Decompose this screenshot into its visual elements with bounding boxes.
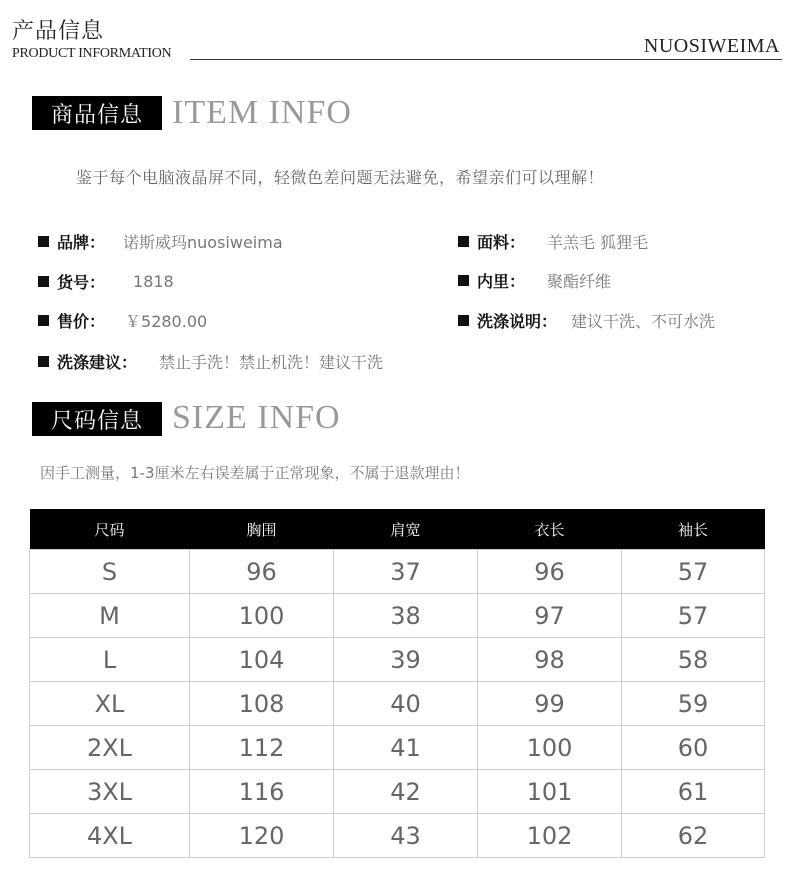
table-row [30,814,765,858]
attr-lining [458,269,611,292]
table-cell: 3XL [30,770,190,814]
size-table [29,509,765,858]
table-row [30,594,765,638]
brand-name: NUOSIWEIMA [643,35,780,57]
table-cell: 39 [334,638,478,682]
attr-value: ￥5280.00 [125,312,208,331]
bullet-square-icon [458,315,469,326]
header-title-cn: 产品信息 [12,19,105,44]
table-cell: 101 [478,770,622,814]
table-cell: 57 [622,550,765,594]
table-cell: 99 [478,682,622,726]
table-cell: 108 [190,682,334,726]
bullet-square-icon [458,236,469,247]
table-cell: 4XL [30,814,190,858]
table-cell: L [30,638,190,682]
attr-fabric [458,230,648,253]
size-info-title-en: SIZE INFO [172,399,341,436]
table-cell: 100 [478,726,622,770]
table-cell: 96 [478,550,622,594]
table-cell: 116 [190,770,334,814]
item-info-label: 商品信息 [32,96,162,130]
attr-value: 建议干洗、不可水洗 [571,312,716,331]
table-cell: 37 [334,550,478,594]
bullet-square-icon [458,275,469,286]
column-header: 袖长 [622,509,765,550]
attr-wash-instructions [458,309,715,332]
table-cell: 98 [478,638,622,682]
table-cell: 112 [190,726,334,770]
table-cell: 102 [478,814,622,858]
table-cell: 43 [334,814,478,858]
bullet-square-icon [38,356,49,367]
attr-key: 品牌： [57,233,106,252]
attr-value: 诺斯威玛nuosiweima [123,233,283,252]
table-cell: 2XL [30,726,190,770]
attr-value: 1818 [133,272,174,291]
table-cell: 120 [190,814,334,858]
table-cell: 59 [622,682,765,726]
bullet-square-icon [38,276,49,287]
color-disclaimer: 鉴于每个电脑液晶屏不同，轻微色差问题无法避免，希望亲们可以理解！ [76,168,605,187]
header-divider [190,59,782,60]
bullet-square-icon [38,236,49,247]
table-cell: 97 [478,594,622,638]
table-cell: 41 [334,726,478,770]
table-row [30,682,765,726]
table-cell: 61 [622,770,765,814]
attr-value: 羊羔毛 狐狸毛 [547,233,649,252]
table-cell: 57 [622,594,765,638]
column-header: 尺码 [30,509,190,550]
item-info-title-en: ITEM INFO [172,94,352,131]
attr-value: 聚酯纤维 [547,272,612,291]
table-cell: 96 [190,550,334,594]
attr-brand [38,230,283,253]
attr-key: 内里： [477,272,526,291]
bullet-square-icon [38,315,49,326]
table-row [30,770,765,814]
column-header: 衣长 [478,509,622,550]
size-table-header [30,509,765,550]
attr-item-number [38,270,174,293]
table-cell: S [30,550,190,594]
header-title-en: PRODUCT INFORMATION [12,46,172,61]
table-row [30,638,765,682]
table-row [30,550,765,594]
table-cell: M [30,594,190,638]
attr-key: 洗涤建议： [57,353,138,372]
table-cell: XL [30,682,190,726]
table-cell: 100 [190,594,334,638]
attr-key: 洗涤说明： [477,312,558,331]
column-header: 肩宽 [334,509,478,550]
column-header: 胸围 [190,509,334,550]
table-cell: 40 [334,682,478,726]
table-cell: 42 [334,770,478,814]
table-cell: 62 [622,814,765,858]
table-cell: 60 [622,726,765,770]
attr-key: 面料： [477,233,526,252]
attr-key: 售价： [57,312,106,331]
attr-value: 禁止手洗！禁止机洗！建议干洗 [159,353,384,372]
table-row [30,726,765,770]
attr-price [38,309,207,332]
measurement-disclaimer: 因手工测量，1-3厘米左右误差属于正常现象，不属于退款理由！ [40,464,470,482]
attr-wash-advice [38,350,383,373]
size-info-label: 尺码信息 [32,402,162,436]
table-cell: 58 [622,638,765,682]
attr-key: 货号： [57,273,106,292]
table-cell: 104 [190,638,334,682]
table-cell: 38 [334,594,478,638]
